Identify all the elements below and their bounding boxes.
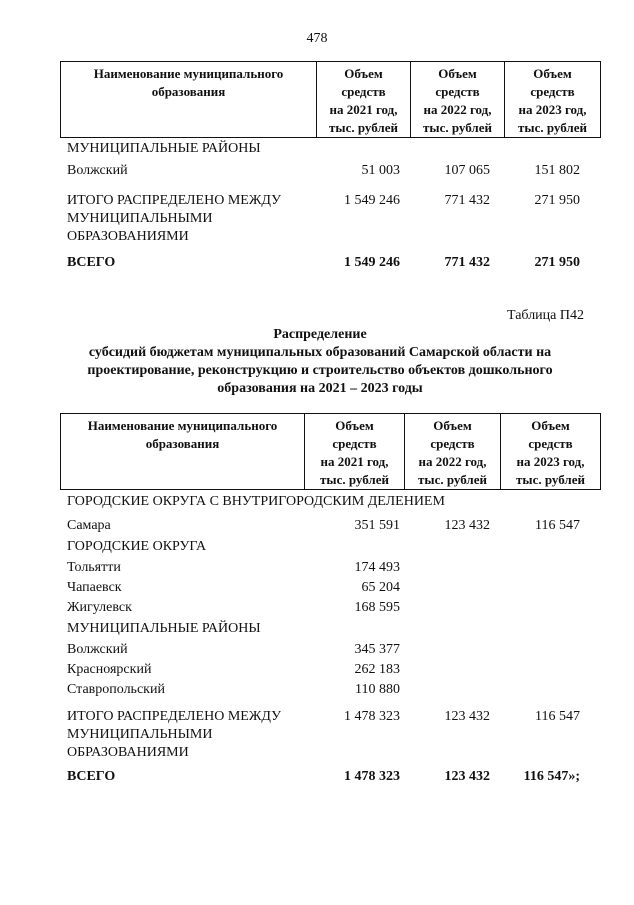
table2-row-name: Самара: [67, 518, 111, 533]
table1-row-2021: 51 003: [361, 163, 400, 178]
table1-header: [60, 61, 601, 138]
table1-header-2023: Объем средств на 2023 год, тыс. рублей: [505, 62, 601, 138]
table2-row-name: Ставропольский: [67, 682, 165, 697]
table1-row-2023: 151 802: [534, 163, 580, 178]
table2-row-name: Тольятти: [67, 560, 121, 575]
table2-row-2021: 110 880: [355, 682, 400, 697]
table2-row-2021: 262 183: [354, 662, 400, 677]
table2-header-name: Наименование муниципального образования: [61, 414, 305, 490]
table2-total-2023: 116 547»;: [523, 769, 580, 784]
table2-subtotal-2021: 1 478 323: [344, 709, 400, 724]
page-number: 478: [306, 31, 328, 46]
table2-header-2022: Объем средств на 2022 год, тыс. рублей: [405, 414, 501, 490]
table1-total-2023: 271 950: [534, 255, 580, 270]
table2-row-2021: 168 595: [354, 600, 400, 615]
table1-subtotal-2023: 271 950: [534, 193, 580, 208]
table1-header-name: Наименование муниципального образования: [61, 62, 317, 138]
table2-row-2021: 351 591: [354, 518, 400, 533]
table2-section-1: ГОРОДСКИЕ ОКРУГА С ВНУТРИГОРОДСКИМ ДЕЛЕНИЕМ: [67, 494, 445, 509]
table2-header: [60, 413, 601, 490]
table2-section-2: ГОРОДСКИЕ ОКРУГА: [67, 539, 207, 554]
table2-total-label: ВСЕГО: [67, 769, 116, 784]
table2-header-2023: Объем средств на 2023 год, тыс. рублей: [501, 414, 601, 490]
table1-total-2021: 1 549 246: [344, 255, 400, 270]
table1-row-name: Волжский: [67, 163, 128, 178]
table2-row-name: Жигулевск: [67, 600, 132, 615]
table1-subtotal-2022: 771 432: [444, 193, 490, 208]
table-label: Таблица П42: [507, 308, 584, 323]
table2-row-2021: 174 493: [354, 560, 400, 575]
table1-section-label: МУНИЦИПАЛЬНЫЕ РАЙОНЫ: [67, 141, 261, 156]
table2-subtotal-label: ИТОГО РАСПРЕДЕЛЕНО МЕЖДУ МУНИЦИПАЛЬНЫМИ ОБРАЗОВАНИЯМИ: [67, 709, 281, 760]
table2-row-name: Чапаевск: [67, 580, 122, 595]
table1-total-label: ВСЕГО: [67, 255, 116, 270]
table2-subtotal-2022: 123 432: [444, 709, 490, 724]
table2-row-name: Волжский: [67, 642, 128, 657]
table2-section-3: МУНИЦИПАЛЬНЫЕ РАЙОНЫ: [67, 621, 261, 636]
table1-header-2021: Объем средств на 2021 год, тыс. рублей: [317, 62, 411, 138]
table2-row-2021: 65 204: [361, 580, 400, 595]
table2-total-2021: 1 478 323: [344, 769, 400, 784]
table2-row-2021: 345 377: [354, 642, 400, 657]
table2-subtotal-2023: 116 547: [535, 709, 580, 724]
table1-subtotal-2021: 1 549 246: [344, 193, 400, 208]
table1-row-2022: 107 065: [444, 163, 490, 178]
table2-header-2021: Объем средств на 2021 год, тыс. рублей: [305, 414, 405, 490]
table2-total-2022: 123 432: [444, 769, 490, 784]
table2-row-2023: 116 547: [535, 518, 580, 533]
table2-row-2022: 123 432: [444, 518, 490, 533]
table1-header-2022: Объем средств на 2022 год, тыс. рублей: [411, 62, 505, 138]
table1-subtotal-label: ИТОГО РАСПРЕДЕЛЕНО МЕЖДУ МУНИЦИПАЛЬНЫМИ ОБРАЗОВАНИЯМИ: [67, 193, 281, 244]
table2-row-name: Красноярский: [67, 662, 152, 677]
document-title: Распределение субсидий бюджетам муниципальных образований Самарской области на проектирование, реконструкцию и строительство объектов дошкольного образования на 2021 – 2023 годы: [87, 327, 553, 396]
table1-total-2022: 771 432: [444, 255, 490, 270]
